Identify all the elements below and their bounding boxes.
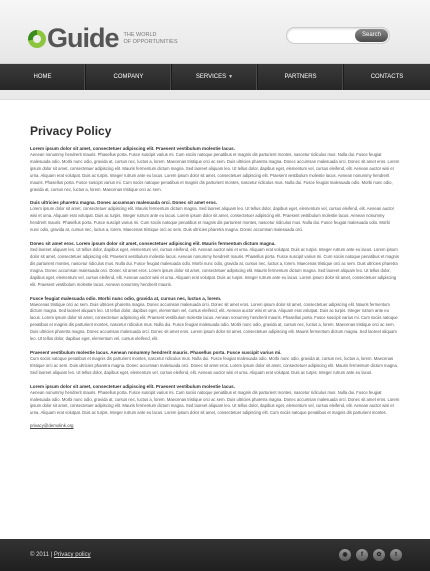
nav-subbar [0,90,430,100]
search-box [286,27,390,44]
section-heading: Fusce feugiat malesuada odio. Morbi nunc odio, gravida at, cursus nec, luctus a, lorem. [30,295,222,301]
delicious-icon[interactable]: ✿ [373,549,385,561]
section-heading: Praesent vestibulum molestie lacus. Aenean nonummy hendrerit mauris. Phasellus porta. Fusce suscipit varius mi. [30,349,282,355]
section-body: Maecenas tristique orci ac sem. Duis ultricies pharetra magna. Donec accumsan malesuada orci. Donec sit amet eros. Lorem ipsum dolor sit amet, consectetuer adipiscing elit. Mauris fermentum dictum magna. Sed laoreet aliquam leo. Ut tellus dolor, dapibus eget, elementum vel, cursus eleifend, elit. Aenean auctor wisi et urna. Aliquam erat volutpat. Duis ac turpis. Integer rutrum ante eu lacus. Lorem ipsum dolor sit amet, consectetuer adipiscing elit. Praesent vestibulum molestie lacus. Aenean nonummy hendrerit mauris. Phasellus porta. Fusce suscipit varius mi. Cum sociis natoque penatibus et magnis dis parturient montes, nascetur ridiculus mus. Nulla dui. Fusce feugiat malesuada odio. Morbi nunc odio, gravida at, cursus nec, luctus a, lorem. Maecenas tristique orci ac sem. Duis ultricies pharetra magna. Donec accumsan malesuada orci. Donec sit amet eros. Lorem ipsum dolor sit amet, consectetuer adipiscing elit. Mauris fermentum dictum magna. Sed laoreet aliquam leo. Ut tellus dolor, dapibus eget, elementum vel, cursus eleifend, elit. [30,301,398,342]
nav-label: CONTACTS [370,74,404,80]
page-title: Privacy Policy [30,124,112,138]
section-heading: Duis ultricies pharetra magna. Donec accumsan malesuada orci. Donec sit amet eros. [30,200,218,206]
section-heading: Lorem ipsum dolor sit amet, consectetuer adipiscing elit. Praesent vestibulum molestie lacus. [30,146,235,151]
section-body: Lorem ipsum dolor sit amet, consectetuer adipiscing elit. Mauris fermentum dictum magna. Sed laoreet aliquam leo. Ut tellus dolor, dapibus eget, elementum vel, cursus eleifend, elit. Aenean auctor wisi et urna. Aliquam erat volutpat. Duis ac turpis. Integer rutrum ante eu lacus. Lorem ipsum dolor sit amet, consectetuer adipiscing elit. Praesent vestibulum molestie lacus. Aenean nonummy hendrerit mauris. Phasellus porta. Fusce suscipit varius mi. Cum sociis natoque penatibus et magnis dis parturient montes, nascetur ridiculus mus. Nulla dui. Fusce feugiat malesuada odio. Morbi nunc odio, gravida at, cursus nec, luctus a, lorem. Maecenas tristique orci ac sem. Duis ultricies pharetra magna. Donec accumsan malesuada orci. [30,206,395,233]
copyright-text: © 2011 | [30,552,53,558]
logo-text: Guide [47,23,119,53]
section-body: Cum sociis natoque penatibus et magnis dis parturient montes, nascetur ridiculus mus. Nulla dui. Fusce feugiat malesuada odio. Morbi nunc odio, gravida at, cursus nec, luctus a, lorem. Maecenas tristique orci ac sem. Duis ultricies pharetra magna. Donec accumsan malesuada orci. Donec sit amet eros. Lorem ipsum dolor sit amet, consectetuer adipiscing elit. Mauris fermentum dictum magna. Sed laoreet aliquam leo. Ut tellus dolor, dapibus eget, elementum vel, cursus eleifend, elit. Aenean auctor wisi et urna. Aliquam erat volutpat. Duis ac turpis. Integer rutrum ante eu lacus. [30,355,398,375]
search-input[interactable] [293,33,359,48]
nav-item-partners[interactable] [258,64,344,90]
section-body: Sed laoreet aliquam leo. Ut tellus dolor, dapibus eget, elementum vel, cursus eleifend, elit. Aenean auctor wisi et urna. Aliquam erat volutpat. Duis ac turpis. Integer rutrum ante eu lacus. Lorem ipsum dolor sit amet, consectetuer adipiscing elit. Praesent vestibulum molestie lacus. Aenean nonummy hendrerit mauris. Phasellus porta. Fusce suscipit varius mi. Cum sociis natoque penatibus et magnis dis parturient montes, nascetur ridiculus mus. Nulla dui. Fusce feugiat malesuada odio. Morbi nunc odio, gravida at, cursus nec, luctus a, lorem. Maecenas tristique orci ac sem. Duis ultricies pharetra magna. Donec accumsan malesuada orci. Donec sit amet eros. Lorem ipsum dolor sit amet, consectetuer adipiscing elit. Mauris fermentum dictum magna. Sed laoreet aliquam leo. Ut tellus dolor, dapibus eget, elementum vel, cursus eleifend, elit. Aenean auctor wisi et urna. Aliquam erat volutpat. Duis ac turpis. Integer rutrum ante eu lacus. Lorem ipsum dolor sit amet, consectetuer adipiscing elit. Praesent vestibulum molestie lacus. Aenean nonummy hendrerit mauris. [30,247,399,287]
rss-icon[interactable]: ◉ [339,549,351,561]
section-body: Aenean nonummy hendrerit mauris. Phasellus porta. Fusce suscipit varius mi. Cum sociis natoque penatibus et magnis dis parturient montes, nascetur ridiculus mus. Nulla dui. Fusce feugiat malesuada odio. Morbi nunc odio, gravida at, cursus nec, luctus a, lorem. Maecenas tristique orci ac sem. Duis ultricies pharetra magna. Donec accumsan malesuada orci. Donec sit amet eros. Lorem ipsum dolor sit amet, consectetuer adipiscing elit. Mauris fermentum dictum magna. Sed laoreet aliquam leo. Ut tellus dolor, dapibus eget, elementum vel, cursus eleifend, elit. Aenean auctor wisi et urna. Aliquam erat volutpat. Duis ac turpis. Integer rutrum ante eu lacus. Lorem ipsum dolor sit amet, consectetuer adipiscing elit. Praesent vestibulum molestie lacus. Aenean nonummy hendrerit mauris. Phasellus porta. Fusce suscipit varius mi. Cum sociis natoque penatibus et magnis dis parturient montes, nascetur ridiculus mus. Nulla dui. Fusce feugiat malesuada odio. Morbi nunc odio, gravida at, cursus nec, luctus a, lorem. Maecenas tristique orci ac sem. [30,152,400,192]
privacy-email-link[interactable]: privacy@demolink.org [30,423,74,429]
nav-item-company[interactable] [86,64,172,90]
policy-section [30,295,400,343]
nav-label: HOME [33,74,52,80]
nav-item-services[interactable] [172,64,258,90]
nav-label: SERVICES [195,74,227,80]
nav-item-contacts[interactable] [344,64,430,90]
search-button[interactable]: Search [355,29,388,42]
privacy-policy-link[interactable]: Privacy policy [53,552,91,558]
main-nav [0,64,430,90]
tagline-line2: OF OPPORTUNITIES [123,38,178,45]
nav-item-home[interactable] [0,64,86,90]
social-links [334,549,402,561]
tagline [124,32,178,45]
logo-mark-icon [28,30,46,48]
nav-label: COMPANY [113,74,144,80]
nav-label: PARTNERS [284,74,317,80]
policy-section [30,199,400,234]
twitter-icon[interactable]: t [390,549,402,561]
logo[interactable] [28,25,178,52]
site-header [0,0,430,64]
section-body: Aenean nonummy hendrerit mauris. Phasellus porta. Fusce suscipit varius mi. Cum sociis natoque penatibus et magnis dis parturient montes, nascetur ridiculus mus. Nulla dui. Fusce feugiat malesuada odio. Morbi nunc odio, gravida at, cursus nec, luctus a, lorem. Maecenas tristique orci ac sem. Duis ultricies pharetra magna. Donec accumsan malesuada orci. Donec sit amet eros. Lorem ipsum dolor sit amet, consectetuer adipiscing elit. Mauris fermentum dictum magna. Sed laoreet aliquam leo. Ut tellus dolor, dapibus eget, elementum vel, cursus eleifend, elit. Aenean auctor wisi et urna. Aliquam erat volutpat. Duis ac turpis. Integer rutrum ante eu lacus. Lorem ipsum dolor sit amet, consectetuer adipiscing elit. Cum sociis natoque penatibus et magnis dis parturient montes. [30,389,400,416]
policy-section [30,349,400,377]
facebook-icon[interactable]: f [356,549,368,561]
chevron-down-icon: ▼ [228,74,234,80]
site-footer [0,539,430,571]
section-heading: Donec sit amet eros. Lorem ipsum dolor sit amet, consectetuer adipiscing elit. Mauris fermentum dictum magna. [30,241,276,247]
policy-section [30,383,400,418]
main-content [30,124,400,428]
section-heading: Lorem ipsum dolor sit amet, consectetuer adipiscing elit. Praesent vestibulum molestie lacus. [30,383,235,389]
policy-section [30,240,400,288]
policy-section [30,145,400,193]
tagline-line1: THE WORLD [123,32,157,39]
copyright [30,552,91,558]
